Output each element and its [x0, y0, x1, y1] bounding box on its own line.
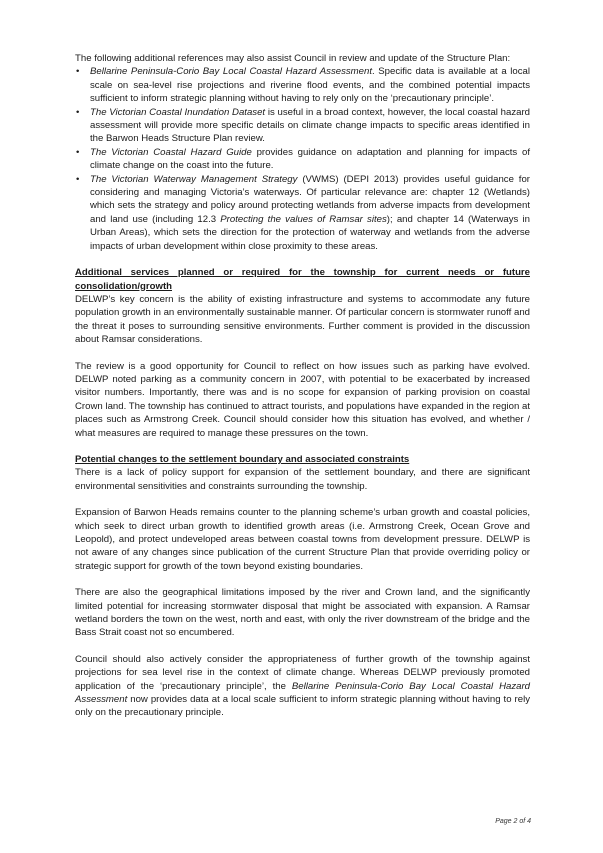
body-paragraph: DELWP’s key concern is the ability of existing infrastructure and systems to accommodate any future population growth in an environmentally sustainable manner. Of particular concern is stormwater runoff and the threat it poses to surrounding sensitive environments. Further comment is provided in the discussion about Ramsar considerations.	[75, 293, 530, 346]
section-heading: Potential changes to the settlement boundary and associated constraints	[75, 453, 410, 465]
bullet-icon: •	[76, 173, 80, 185]
body-paragraph: There are also the geographical limitations imposed by the river and Crown land, and the significantly limited potential for increasing stormwater disposal that might be associated with expansion. A Ramsar wetland borders the town on the west, north and east, with only the river downstream of the bridge and the Bass Strait coast not so encumbered.	[75, 587, 530, 639]
document-page	[75, 52, 530, 720]
list-item: • The Victorian Coastal Inundation Dataset is useful in a broad context, however, the local coastal hazard assessment will provide more specific details on climate change impacts to specific areas identified in the Barwon Heads Structure Plan review.	[76, 106, 531, 145]
intro-paragraph: The following additional references may also assist Council in review and update of the Structure Plan:	[75, 53, 511, 64]
list-item: • The Victorian Coastal Hazard Guide provides guidance on adaptation and planning for impacts of climate change on the coast into the future.	[76, 146, 530, 172]
reference-title: The Victorian Coastal Inundation Dataset	[90, 106, 266, 118]
body-paragraph: The review is a good opportunity for Council to reflect on how issues such as parking have evolved. DELWP noted parking as a community concern in 2007, with potential to be exacerbated by increased visitor numbers. Importantly, there was and is no scope for expansion of parking provision on coastal Crown land. The township has continued to attract tourists, and populations have expanded in the region at places such as Armstrong Creek. Council should consider how this situation has evolved, and whether / what measures are required to manage these pressures on the town.	[75, 360, 530, 439]
bullet-icon: •	[76, 106, 80, 118]
list-item: • Bellarine Peninsula-Corio Bay Local Coastal Hazard Assessment. Specific data is available at a local scale on sea-level rise projections and riverine flood events, and the combined potential impacts sufficient to inform strategic planning without having to rely only on the ‘precautionary principle’.	[76, 66, 530, 105]
section-heading: Additional services planned or required for the township for current needs or future consolidation/growth	[75, 267, 530, 292]
reference-title: Bellarine Peninsula-Corio Bay Local Coastal Hazard Assessment	[90, 66, 372, 78]
list-item: • The Victorian Waterway Management Strategy (VWMS) (DEPI 2013) provides useful guidance for considering and managing Victoria’s waterways. Of particular relevance are: chapter 12 (Wetlands) which sets the strategy and policy around protecting wetlands from adverse impacts from development and land use (including 12.3 Protecting the values of Ramsar sites); and chapter 14 (Waterways in Urban Areas), which sets the direction for the protection of waterway and wetlands from the adverse impacts of urban development within close proximity to these areas.	[76, 173, 530, 252]
body-paragraph: Expansion of Barwon Heads remains counter to the planning scheme’s urban growth and coastal policies, which seek to direct urban growth to identified growth areas (i.e. Armstrong Creek, Ocean Grove and Leopold), and protect undeveloped areas between coastal towns from development pressure. DELWP is not aware of any changes since publication of the current Structure Plan that provide overriding policy or strategic support for growth of the town beyond existing boundaries.	[75, 507, 530, 572]
bullet-icon: •	[76, 66, 80, 78]
reference-title: The Victorian Waterway Management Strategy	[90, 173, 298, 185]
body-paragraph: There is a lack of policy support for expansion of the settlement boundary, and there are significant environmental sensitivities and constraints surrounding the township.	[75, 467, 530, 492]
page-number: Page 2 of 4	[495, 818, 531, 825]
reference-list	[75, 65, 530, 253]
reference-title: The Victorian Coastal Hazard Guide	[90, 146, 252, 158]
body-paragraph: Council should also actively consider the appropriateness of further growth of the township against projections for sea level rise in the context of climate change. Whereas DELWP previously promoted application of the ‘precautionary principle’, the Bellarine Peninsula-Corio Bay Local Coastal Hazard Assessment now provides data at a local scale sufficient to inform strategic planning without having to rely only on the precautionary principle.	[75, 653, 530, 719]
bullet-icon: •	[76, 146, 80, 158]
